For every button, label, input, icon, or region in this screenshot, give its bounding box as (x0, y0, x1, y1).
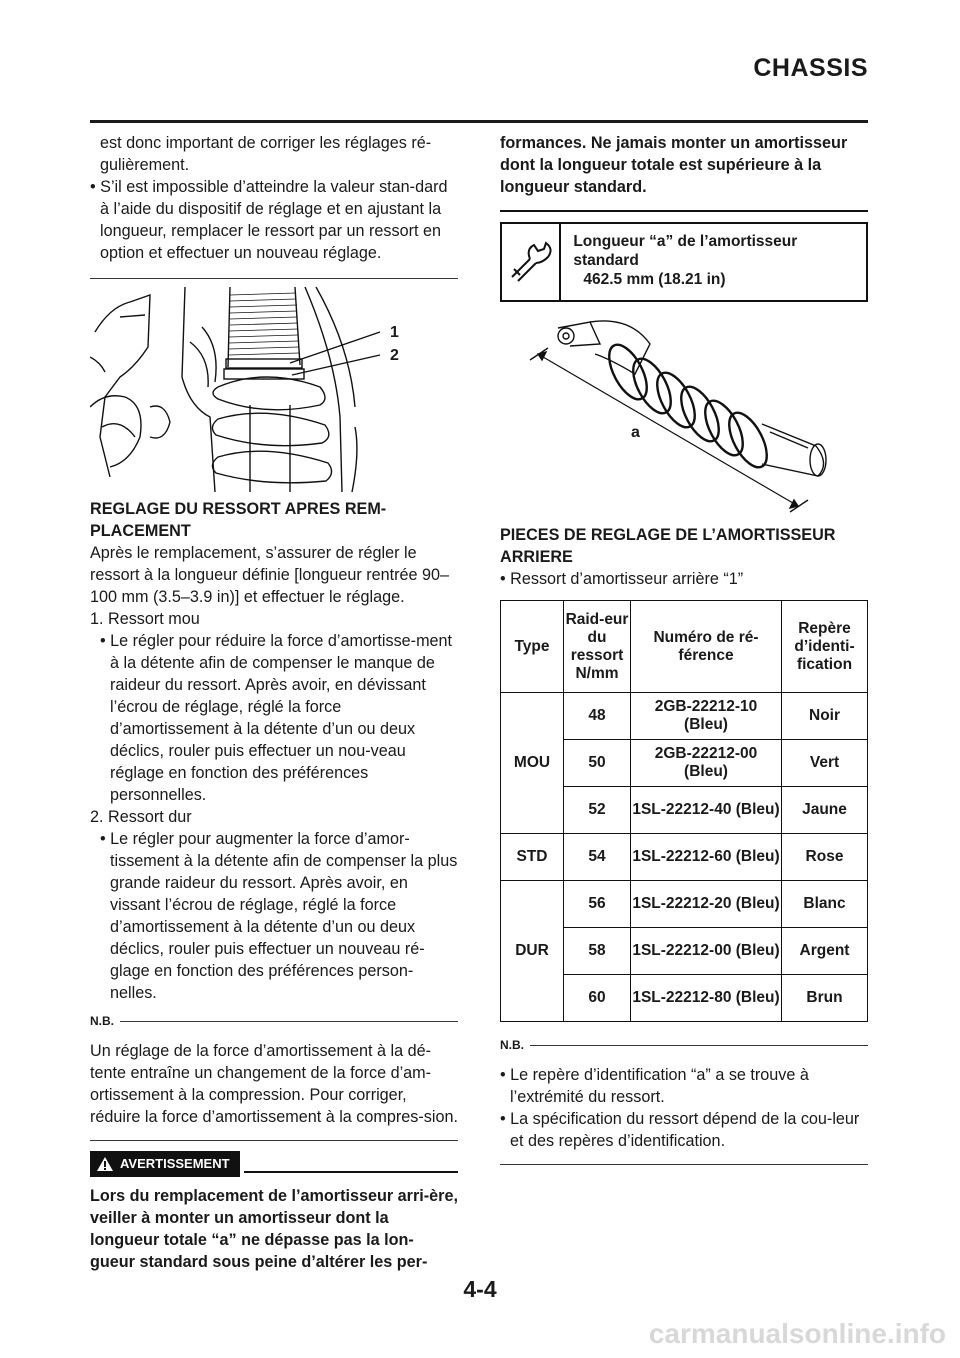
nb-divider-left (90, 1010, 458, 1032)
shock-absorber-figure (500, 314, 868, 514)
ref-cell: 1SL-22212-80 (Bleu) (631, 975, 782, 1022)
spec-wrench-icon (502, 224, 561, 300)
nb-divider-right (500, 1034, 868, 1056)
bullet-spring-replace: • S’il est impossible d’atteindre la valeur stan-dard à l’aide du dispositif de réglage et en ajustant la longueur, remplacer le ressort par un ressort en option et effectuer un nouveau réglage. (90, 178, 448, 262)
table-header-rate: Raid-eur du ressort N/mm (564, 601, 631, 693)
item-soft-spring-bullet: • Le régler pour réduire la force d’amortisse-ment à la détente afin de compenser le manque de raideur du ressort. Après avoir, en dévissant l’écrou de réglage, réglé la force d’amortissement à la détente d’un ou deux déclics, rouler puis effectuer un nou-veau réglage en fonction des préférences personnelles. (100, 632, 453, 804)
nb-bullet-1: • Le repère d’identification “a” a se trouve à l’extrémité du ressort. (500, 1066, 809, 1106)
page-header-title: CHASSIS (753, 54, 868, 82)
rate-cell: 60 (564, 975, 631, 1022)
mark-cell: Vert (782, 740, 868, 787)
divider (500, 1164, 868, 1165)
page-number: 4-4 (463, 1276, 497, 1302)
spec-box (500, 222, 868, 302)
watermark: carmanualsonline.info (648, 1318, 946, 1349)
shock-spring-figure (90, 287, 458, 492)
warning-continued: formances. Ne jamais monter un amortisseur dont la longueur totale est supérieure à la longueur standard. (500, 134, 848, 196)
figure-label-a: a (631, 424, 640, 441)
spring-adjust-intro: Après le remplacement, s’assurer de régler le ressort à la longueur définie [longueur rentrée 90–100 mm (3.5–3.9 in)] et effectuer le réglage. (90, 544, 450, 606)
mark-cell: Noir (782, 693, 868, 740)
figure-label-1: 1 (390, 324, 399, 341)
table-header-type: Type (501, 601, 564, 693)
type-cell: STD (501, 834, 564, 881)
mark-cell: Argent (782, 928, 868, 975)
rate-cell: 52 (564, 787, 631, 834)
divider (90, 1140, 458, 1141)
ref-cell: 1SL-22212-00 (Bleu) (631, 928, 782, 975)
ref-cell: 1SL-22212-20 (Bleu) (631, 881, 782, 928)
warning-bar (90, 1151, 458, 1177)
item-hard-spring-bullet: • Le régler pour augmenter la force d’amor-tissement à la détente afin de compenser la plus grande raideur du ressort. Après avoir, en vissant l’écrou de réglage, réglé la force d’amortissement à la détente d’un ou deux déclics, rouler puis effectuer un nouveau ré-glage en fonction des préférences person-nelles. (100, 830, 458, 1002)
right-column (500, 132, 868, 1165)
section-heading-adjust-parts: PIECES DE REGLAGE DE L’AMORTISSEUR ARRIERE (500, 526, 836, 566)
item-hard-spring-title: 2. Ressort dur (90, 808, 192, 826)
warning-label: AVERTISSEMENT (120, 1156, 230, 1171)
item-soft-spring-title: 1. Ressort mou (90, 610, 200, 628)
table-row (501, 834, 868, 881)
warning-text: Lors du remplacement de l’amortisseur arri-ère, veiller à monter un amortisseur dont la longueur totale “a” ne dépasse pas la lon-gueur standard sous peine d’altérer les per- (90, 1187, 458, 1271)
divider (90, 278, 458, 279)
nb-label: N.B. (500, 1038, 524, 1052)
bullet-rear-spring: • Ressort d’amortisseur arrière “1” (500, 570, 744, 588)
spec-title: Longueur “a” de l’amortisseur standard (573, 233, 798, 269)
mark-cell: Brun (782, 975, 868, 1022)
figure-label-2: 2 (390, 347, 399, 364)
table-row (501, 881, 868, 928)
rate-cell: 50 (564, 740, 631, 787)
table-header-mark: Repère d’identi-fication (782, 601, 868, 693)
warning-badge (90, 1151, 240, 1177)
divider (500, 210, 868, 212)
nb-bullet-2: • La spécification du ressort dépend de la cou-leur et des repères d’identification. (500, 1110, 860, 1150)
type-cell: MOU (501, 693, 564, 834)
mark-cell: Jaune (782, 787, 868, 834)
ref-cell: 1SL-22212-40 (Bleu) (631, 787, 782, 834)
spec-value: 462.5 mm (18.21 in) (583, 271, 726, 288)
left-column (90, 132, 458, 1273)
type-cell: DUR (501, 881, 564, 1022)
rate-cell: 54 (564, 834, 631, 881)
ref-cell: 2GB-22212-10 (Bleu) (631, 693, 782, 740)
header-rule (90, 120, 868, 123)
rate-cell: 56 (564, 881, 631, 928)
ref-cell: 1SL-22212-60 (Bleu) (631, 834, 782, 881)
spring-spec-table (500, 600, 868, 1022)
rate-cell: 48 (564, 693, 631, 740)
mark-cell: Rose (782, 834, 868, 881)
mark-cell: Blanc (782, 881, 868, 928)
nb-text-left: Un réglage de la force d’amortissement à la dé-tente entraîne un changement de la force d’am-ortissement à la compression. Pour corriger, réduire la force d’amortissement à la compres-sion. (90, 1042, 458, 1126)
section-heading-spring-adjust: REGLAGE DU RESSORT APRES REM-PLACEMENT (90, 500, 387, 540)
rate-cell: 58 (564, 928, 631, 975)
table-row (501, 693, 868, 740)
warning-triangle-icon (96, 1156, 114, 1172)
ref-cell: 2GB-22212-00 (Bleu) (631, 740, 782, 787)
intro-paragraph: est donc important de corriger les réglages ré-gulièrement. (100, 134, 432, 174)
nb-label: N.B. (90, 1014, 114, 1028)
table-header-ref: Numéro de ré-férence (631, 601, 782, 693)
